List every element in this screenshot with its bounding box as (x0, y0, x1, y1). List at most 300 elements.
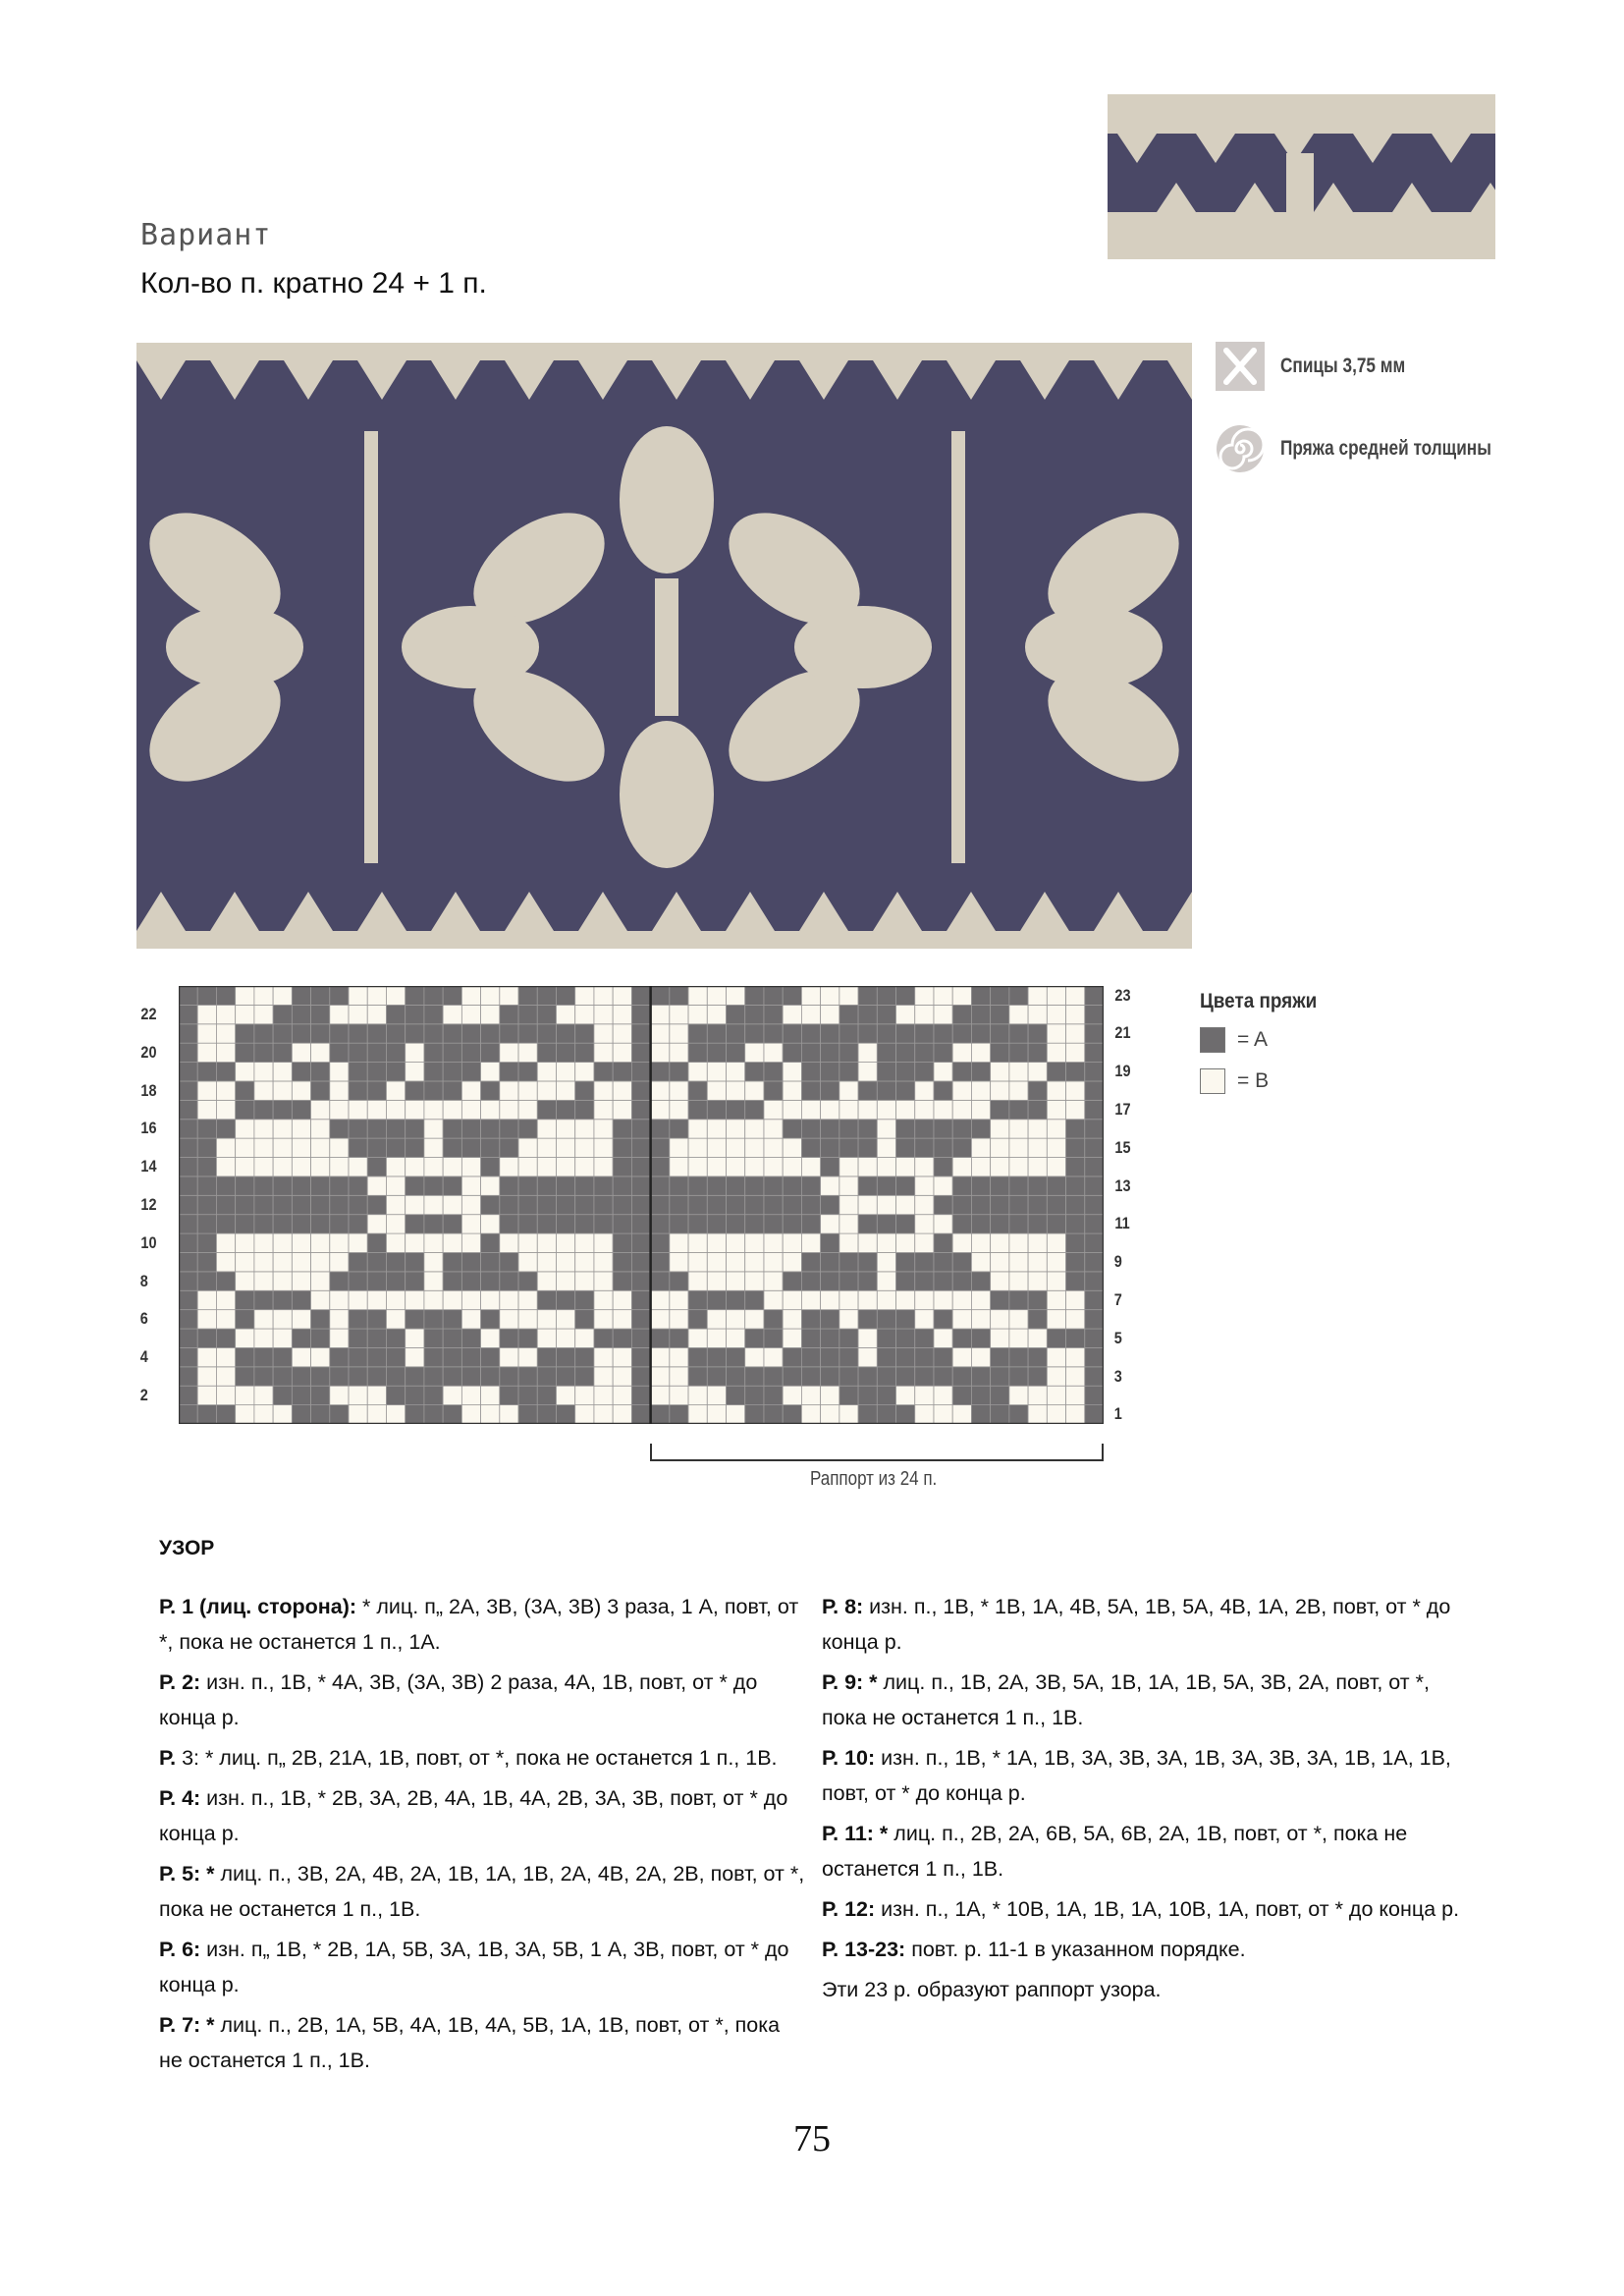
chart-cell (670, 1367, 688, 1386)
chart-cell (575, 1252, 594, 1271)
chart-cell (575, 1215, 594, 1233)
chart-cell (311, 1024, 330, 1043)
chart-cell (858, 1081, 877, 1100)
chart-cell (594, 1310, 613, 1329)
chart-cell (273, 1005, 292, 1023)
knit-swatch-photo (136, 343, 1192, 949)
chart-cell (481, 1081, 500, 1100)
chart-cell (707, 1138, 726, 1157)
chart-cell (801, 1310, 820, 1329)
chart-cell (764, 1272, 783, 1290)
chart-cell (386, 1310, 405, 1329)
chart-cell (1066, 1233, 1085, 1252)
chart-cell (896, 1043, 915, 1062)
chart-cell (934, 1405, 952, 1424)
instruction-row-text: изн. п., 1В, * 2В, 3А, 2В, 4А, 1В, 4А, 2В, 3А, 3В, повт, от * до конца р. (159, 1786, 788, 1845)
row-number-right: 3 (1113, 1366, 1122, 1386)
chart-cell (858, 1252, 877, 1271)
chart-cell (518, 1310, 537, 1329)
chart-cell (216, 1063, 235, 1081)
chart-cell (500, 1252, 518, 1271)
chart-cell (197, 1233, 216, 1252)
chart-cell (443, 1043, 461, 1062)
chart-cell (406, 1386, 424, 1404)
row-number-left: 12 (140, 1195, 157, 1214)
chart-cell (877, 1063, 895, 1081)
chart-cell (651, 1233, 670, 1252)
chart-cell (575, 1329, 594, 1347)
chart-cell (1047, 1310, 1065, 1329)
chart-cell (443, 1310, 461, 1329)
chart-cell (991, 1386, 1009, 1404)
row-number-right: 17 (1114, 1100, 1131, 1120)
chart-cell (367, 1215, 386, 1233)
chart-cell (330, 1043, 349, 1062)
chart-cell (877, 1081, 895, 1100)
chart-cell (783, 1024, 801, 1043)
chart-cell (406, 1272, 424, 1290)
chart-cell (406, 1176, 424, 1195)
chart-cell (500, 1100, 518, 1119)
chart-cell (631, 1272, 650, 1290)
chart-cell (670, 986, 688, 1005)
chart-cell (670, 1063, 688, 1081)
chart-cell (367, 1063, 386, 1081)
chart-cell (839, 1158, 858, 1176)
chart-cell (801, 1233, 820, 1252)
chart-cell (537, 1290, 556, 1309)
chart-cell (670, 1215, 688, 1233)
instruction-row (822, 1740, 1470, 1811)
chart-cell (500, 1063, 518, 1081)
chart-cell (292, 1386, 310, 1404)
chart-cell (688, 1043, 707, 1062)
chart-cell (594, 1290, 613, 1309)
chart-cell (179, 1081, 197, 1100)
chart-cell (594, 1215, 613, 1233)
chart-cell (896, 1063, 915, 1081)
chart-cell (443, 1347, 461, 1366)
chart-cell (631, 1233, 650, 1252)
chart-cell (594, 1100, 613, 1119)
chart-cell (1047, 1252, 1065, 1271)
chart-cell (1085, 1310, 1104, 1329)
instruction-row-label: Р. 2: (159, 1670, 201, 1694)
chart-grid (179, 986, 1104, 1424)
instruction-row (822, 1972, 1470, 2007)
legend-color-a (1200, 1027, 1268, 1053)
chart-cell (216, 1329, 235, 1347)
chart-cell (1028, 1367, 1047, 1386)
chart-cell (197, 1063, 216, 1081)
chart-cell (858, 1386, 877, 1404)
chart-cell (461, 1290, 480, 1309)
chart-cell (311, 1176, 330, 1195)
chart-cell (556, 1233, 574, 1252)
chart-cell (216, 1176, 235, 1195)
chart-cell (537, 1043, 556, 1062)
instruction-row-text: * лиц. п„ 2А, 3В, (3А, 3В) 3 раза, 1 А, повт, от *, пока не останется 1 п., 1А. (159, 1595, 799, 1654)
chart-cell (1028, 1386, 1047, 1404)
chart-cell (311, 1138, 330, 1157)
chart-cell (349, 1272, 367, 1290)
chart-cell (877, 1215, 895, 1233)
chart-cell (707, 1100, 726, 1119)
chart-cell (896, 1405, 915, 1424)
chart-cell (1047, 1024, 1065, 1043)
chart-cell (971, 986, 990, 1005)
chart-cell (216, 986, 235, 1005)
chart-cell (934, 1081, 952, 1100)
chart-cell (179, 1329, 197, 1347)
chart-cell (575, 1195, 594, 1214)
chart-cell (1009, 1024, 1028, 1043)
chart-cell (1085, 1120, 1104, 1138)
chart-cell (613, 1158, 631, 1176)
chart-cell (1009, 1005, 1028, 1023)
chart-cell (424, 1386, 443, 1404)
chart-cell (179, 986, 197, 1005)
chart-cell (783, 1120, 801, 1138)
chart-cell (1066, 1081, 1085, 1100)
chart-cell (952, 1329, 971, 1347)
chart-cell (556, 1367, 574, 1386)
chart-cell (821, 1272, 839, 1290)
chart-cell (575, 1310, 594, 1329)
chart-cell (727, 1024, 745, 1043)
chart-cell (443, 1386, 461, 1404)
chart-cell (1085, 1081, 1104, 1100)
chart-cell (481, 1024, 500, 1043)
chart-cell (481, 1100, 500, 1119)
chart-cell (613, 1120, 631, 1138)
chart-cell (292, 1310, 310, 1329)
chart-cell (971, 1386, 990, 1404)
chart-cell (688, 1386, 707, 1404)
chart-cell (254, 1386, 273, 1404)
chart-cell (1066, 1329, 1085, 1347)
chart-cell (707, 1405, 726, 1424)
chart-cell (461, 1100, 480, 1119)
chart-cell (518, 1024, 537, 1043)
chart-cell (670, 1290, 688, 1309)
chart-cell (254, 1005, 273, 1023)
chart-cell (461, 1329, 480, 1347)
chart-cell (801, 1138, 820, 1157)
chart-cell (745, 1138, 764, 1157)
chart-cell (367, 1100, 386, 1119)
chart-cell (556, 1063, 574, 1081)
chart-cell (273, 1310, 292, 1329)
chart-cell (631, 986, 650, 1005)
chart-cell (1028, 1120, 1047, 1138)
chart-cell (651, 986, 670, 1005)
chart-cell (273, 1120, 292, 1138)
chart-cell (821, 1005, 839, 1023)
chart-cell (783, 1081, 801, 1100)
chart-cell (670, 1176, 688, 1195)
chart-cell (971, 1176, 990, 1195)
chart-cell (254, 1215, 273, 1233)
chart-cell (461, 1310, 480, 1329)
chart-cell (821, 1158, 839, 1176)
chart-cell (216, 1405, 235, 1424)
chart-cell (481, 1043, 500, 1062)
chart-cell (594, 1063, 613, 1081)
instruction-row-label: Р. 4: (159, 1786, 201, 1810)
chart-cell (367, 1081, 386, 1100)
chart-cell (688, 1252, 707, 1271)
chart-cell (801, 1120, 820, 1138)
chart-cell (915, 1367, 934, 1386)
chart-cell (481, 1158, 500, 1176)
chart-cell (688, 1138, 707, 1157)
chart-cell (783, 1138, 801, 1157)
page-number: 75 (793, 2118, 831, 2159)
chart-cell (311, 1310, 330, 1329)
instruction-row-text: изн. п., 1А, * 10В, 1А, 1В, 1А, 10В, 1А, повт, от * до конца р. (875, 1897, 1460, 1921)
chart-cell (254, 1367, 273, 1386)
chart-cell (651, 1138, 670, 1157)
chart-cell (839, 1100, 858, 1119)
chart-cell (197, 1386, 216, 1404)
chart-cell (311, 1100, 330, 1119)
chart-cell (1085, 1100, 1104, 1119)
row-number-left: 20 (140, 1042, 157, 1062)
chart-cell (500, 1120, 518, 1138)
chart-cell (443, 1158, 461, 1176)
chart-cell (1028, 1138, 1047, 1157)
chart-cell (934, 986, 952, 1005)
row-number-left: 10 (140, 1232, 157, 1252)
chart-cell (801, 1386, 820, 1404)
chart-cell (556, 1100, 574, 1119)
chart-cell (915, 1405, 934, 1424)
chart-cell (575, 986, 594, 1005)
chart-cell (915, 1043, 934, 1062)
chart-cell (707, 1290, 726, 1309)
chart-cell (877, 1158, 895, 1176)
chart-cell (613, 1215, 631, 1233)
chart-cell (971, 1367, 990, 1386)
chart-cell (971, 1120, 990, 1138)
chart-cell (443, 1100, 461, 1119)
chart-cell (330, 1215, 349, 1233)
chart-cell (1028, 1024, 1047, 1043)
chart-cell (821, 1310, 839, 1329)
chart-cell (518, 1176, 537, 1195)
chart-cell (839, 1290, 858, 1309)
legend-title: Цвета пряжи (1200, 990, 1318, 1012)
chart-cell (386, 1081, 405, 1100)
chart-cell (801, 1215, 820, 1233)
chart-cell (764, 1176, 783, 1195)
chart-cell (179, 1100, 197, 1119)
chart-cell (254, 1158, 273, 1176)
chart-cell (1028, 1405, 1047, 1424)
chart-cell (518, 1120, 537, 1138)
row-number-left: 14 (140, 1157, 157, 1176)
chart-cell (934, 1310, 952, 1329)
chart-cell (179, 1005, 197, 1023)
chart-cell (1047, 1405, 1065, 1424)
instruction-row (822, 1589, 1470, 1660)
instruction-row (159, 1932, 807, 2002)
chart-cell (461, 1138, 480, 1157)
chart-cell (821, 1024, 839, 1043)
chart-cell (254, 1329, 273, 1347)
chart-cell (216, 1158, 235, 1176)
chart-cell (216, 1043, 235, 1062)
chart-cell (443, 1405, 461, 1424)
chart-cell (896, 1329, 915, 1347)
chart-cell (971, 1233, 990, 1252)
chart-cell (575, 1290, 594, 1309)
chart-cell (216, 1081, 235, 1100)
chart-cell (801, 1405, 820, 1424)
chart-cell (1047, 1386, 1065, 1404)
chart-cell (613, 1063, 631, 1081)
chart-cell (1009, 1138, 1028, 1157)
chart-cell (197, 1310, 216, 1329)
chart-cell (764, 1100, 783, 1119)
chart-cell (197, 1367, 216, 1386)
chart-cell (518, 1063, 537, 1081)
chart-cell (1009, 1176, 1028, 1195)
chart-cell (386, 1043, 405, 1062)
chart-cell (537, 986, 556, 1005)
chart-cell (518, 1405, 537, 1424)
chart-cell (971, 1081, 990, 1100)
chart-cell (216, 1347, 235, 1366)
chart-cell (651, 1195, 670, 1214)
chart-cell (821, 1176, 839, 1195)
chart-cell (1028, 1310, 1047, 1329)
chart-cell (537, 1329, 556, 1347)
chart-cell (877, 1043, 895, 1062)
chart-cell (481, 1386, 500, 1404)
chart-cell (518, 1386, 537, 1404)
row-number-right: 5 (1113, 1328, 1122, 1347)
chart-cell (406, 1024, 424, 1043)
chart-cell (971, 1024, 990, 1043)
chart-cell (1028, 1329, 1047, 1347)
chart-cell (631, 1081, 650, 1100)
chart-cell (367, 1005, 386, 1023)
chart-cell (896, 1367, 915, 1386)
chart-cell (500, 1024, 518, 1043)
chart-cell (688, 1272, 707, 1290)
chart-cell (292, 1120, 310, 1138)
chart-cell (461, 1386, 480, 1404)
chart-cell (915, 1347, 934, 1366)
chart-cell (631, 1100, 650, 1119)
pattern-heading: УЗОР (159, 1537, 215, 1559)
chart-cell (971, 1272, 990, 1290)
chart-cell (839, 1081, 858, 1100)
chart-cell (631, 1176, 650, 1195)
instruction-row-label: Р. 11: * (822, 1822, 889, 1845)
chart-cell (197, 1252, 216, 1271)
chart-cell (424, 1272, 443, 1290)
chart-cell (1085, 1195, 1104, 1214)
chart-cell (1009, 1100, 1028, 1119)
chart-cell (236, 986, 254, 1005)
chart-cell (952, 1272, 971, 1290)
chart-cell (707, 1195, 726, 1214)
chart-cell (461, 1367, 480, 1386)
chart-cell (556, 1290, 574, 1309)
chart-cell (915, 1120, 934, 1138)
chart-cell (406, 1215, 424, 1233)
chart-cell (197, 1138, 216, 1157)
instruction-row-text: изн. п., 1В, * 1А, 1В, 3А, 3В, 3А, 1В, 3А, 3В, 3А, 1В, 1А, 1В, повт, от * до конца р. (822, 1746, 1451, 1805)
chart-cell (330, 1158, 349, 1176)
chart-cell (386, 1233, 405, 1252)
chart-cell (481, 1367, 500, 1386)
chart-cell (613, 1233, 631, 1252)
chart-cell (783, 1252, 801, 1271)
chart-cell (273, 1290, 292, 1309)
chart-cell (1066, 1005, 1085, 1023)
chart-cell (216, 1100, 235, 1119)
instruction-row-text: 3: * лиц. п„ 2В, 21А, 1В, повт, от *, пока не останется 1 п., 1В. (176, 1746, 778, 1770)
chart-cell (1047, 1329, 1065, 1347)
chart-cell (915, 1329, 934, 1347)
chart-cell (952, 1063, 971, 1081)
chart-cell (896, 1215, 915, 1233)
chart-cell (461, 1063, 480, 1081)
chart-cell (688, 1367, 707, 1386)
chart-cell (971, 1310, 990, 1329)
chart-cell (461, 1233, 480, 1252)
row-number-right: 13 (1114, 1175, 1131, 1195)
chart-cell (179, 1233, 197, 1252)
chart-cell (688, 1329, 707, 1347)
chart-cell (1085, 1176, 1104, 1195)
chart-cell (952, 1024, 971, 1043)
chart-cell (858, 1043, 877, 1062)
chart-cell (952, 986, 971, 1005)
chart-cell (518, 1272, 537, 1290)
chart-cell (386, 986, 405, 1005)
chart-cell (575, 1405, 594, 1424)
chart-cell (236, 1158, 254, 1176)
chart-cell (877, 1138, 895, 1157)
chart-cell (707, 1176, 726, 1195)
row-number-right: 7 (1113, 1289, 1122, 1309)
chart-cell (764, 1005, 783, 1023)
chart-cell (424, 986, 443, 1005)
chart-cell (1047, 1195, 1065, 1214)
chart-cell (424, 1195, 443, 1214)
chart-cell (1047, 1158, 1065, 1176)
chart-cell (915, 1100, 934, 1119)
chart-cell (952, 1310, 971, 1329)
chart-cell (839, 1005, 858, 1023)
chart-cell (424, 1252, 443, 1271)
chart-cell (991, 1367, 1009, 1386)
chart-cell (877, 1272, 895, 1290)
chart-cell (783, 1195, 801, 1214)
chart-cell (707, 1158, 726, 1176)
chart-cell (311, 1158, 330, 1176)
chart-cell (236, 1005, 254, 1023)
chart-cell (537, 1176, 556, 1195)
chart-cell (952, 1347, 971, 1366)
chart-cell (764, 1310, 783, 1329)
chart-cell (179, 1310, 197, 1329)
